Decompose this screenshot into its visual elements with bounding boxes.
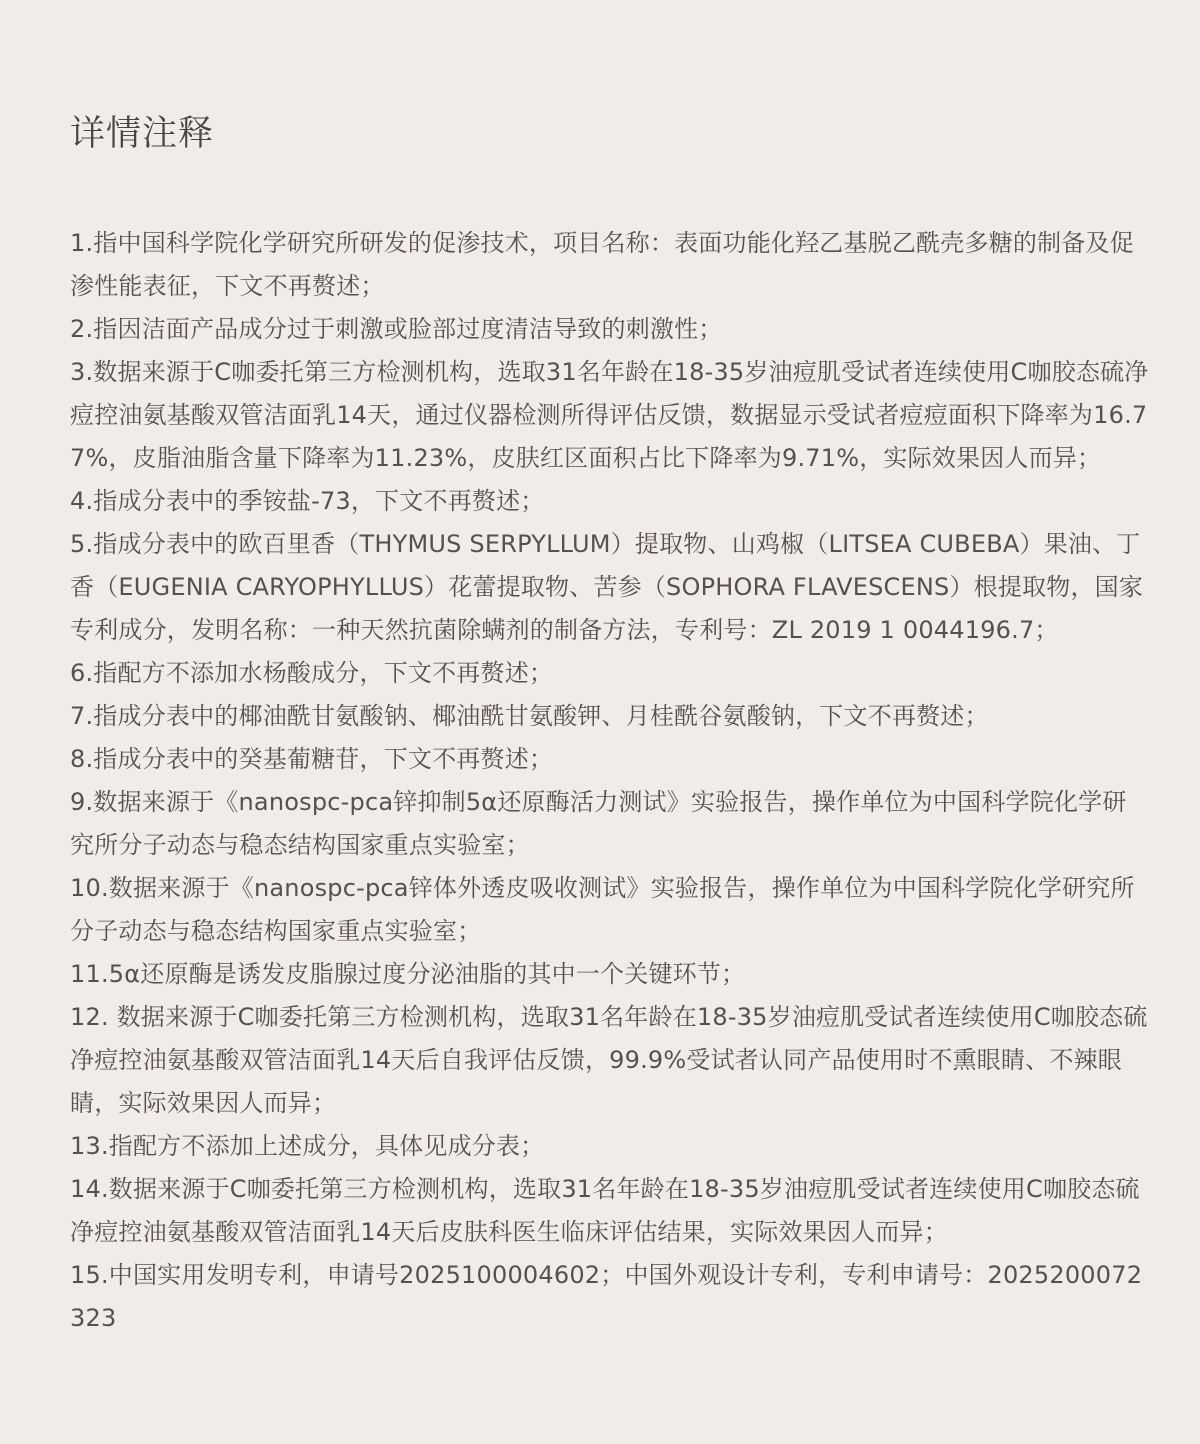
footnote-12: 12. 数据来源于C咖委托第三方检测机构，选取31名年龄在18-35岁油痘肌受试者连续使用C咖胶态硫净痘控油氨基酸双管洁面乳14天后自我评估反馈，99.9%受试者认同产品使用时不熏眼睛、不辣眼睛，实际效果因人而异；: [70, 1003, 1148, 1117]
footnote-1: 1.指中国科学院化学研究所研发的促渗技术，项目名称：表面功能化羟乙基脱乙酰壳多糖的制备及促渗性能表征，下文不再赘述；: [70, 229, 1134, 300]
footnote-8: 8.指成分表中的癸基葡糖苷，下文不再赘述；: [70, 745, 554, 773]
footnote-10: 10.数据来源于《nanospc-pca锌体外透皮吸收测试》实验报告，操作单位为中国科学院化学研究所分子动态与稳态结构国家重点实验室；: [70, 874, 1135, 945]
footnote-11: 11.5α还原酶是诱发皮脂腺过度分泌油脂的其中一个关键环节；: [70, 960, 746, 988]
footnote-5: 5.指成分表中的欧百里香（THYMUS SERPYLLUM）提取物、山鸡椒（LITSEA CUBEBA）果油、丁香（EUGENIA CARYOPHYLLUS）花蕾提取物、苦参（SOPHORA FLAVESCENS）根提取物，国家专利成分，发明名称：一种天然抗菌除螨剂的制备方法，专利号：ZL 2019 1 0044196.7；: [70, 530, 1144, 644]
footnote-2: 2.指因洁面产品成分过于刺激或脸部过度清洁导致的刺激性；: [70, 315, 723, 343]
footnote-7: 7.指成分表中的椰油酰甘氨酸钠、椰油酰甘氨酸钾、月桂酰谷氨酸钠，下文不再赘述；: [70, 702, 989, 730]
footnote-14: 14.数据来源于C咖委托第三方检测机构，选取31名年龄在18-35岁油痘肌受试者连续使用C咖胶态硫净痘控油氨基酸双管洁面乳14天后皮肤科医生临床评估结果，实际效果因人而异；: [70, 1175, 1140, 1246]
footnote-13: 13.指配方不添加上述成分，具体见成分表；: [70, 1132, 545, 1160]
footnote-15: 15.中国实用发明专利，申请号2025100004602；中国外观设计专利，专利申请号：2025200072323: [70, 1261, 1143, 1332]
footnote-9: 9.数据来源于《nanospc-pca锌抑制5α还原酶活力测试》实验报告，操作单位为中国科学院化学研究所分子动态与稳态结构国家重点实验室；: [70, 788, 1127, 859]
footnote-6: 6.指配方不添加水杨酸成分，下文不再赘述；: [70, 659, 554, 687]
footnote-3: 3.数据来源于C咖委托第三方检测机构，选取31名年龄在18-35岁油痘肌受试者连续使用C咖胶态硫净痘控油氨基酸双管洁面乳14天，通过仪器检测所得评估反馈，数据显示受试者痘痘面积下降率为16.77%，皮脂油脂含量下降率为11.23%，皮肤红区面积占比下降率为9.71%，实际效果因人而异；: [70, 358, 1149, 472]
footnote-4: 4.指成分表中的季铵盐-73，下文不再赘述；: [70, 487, 545, 515]
page-title: 详情注释: [70, 114, 215, 154]
footnote-list: [70, 222, 1150, 1340]
